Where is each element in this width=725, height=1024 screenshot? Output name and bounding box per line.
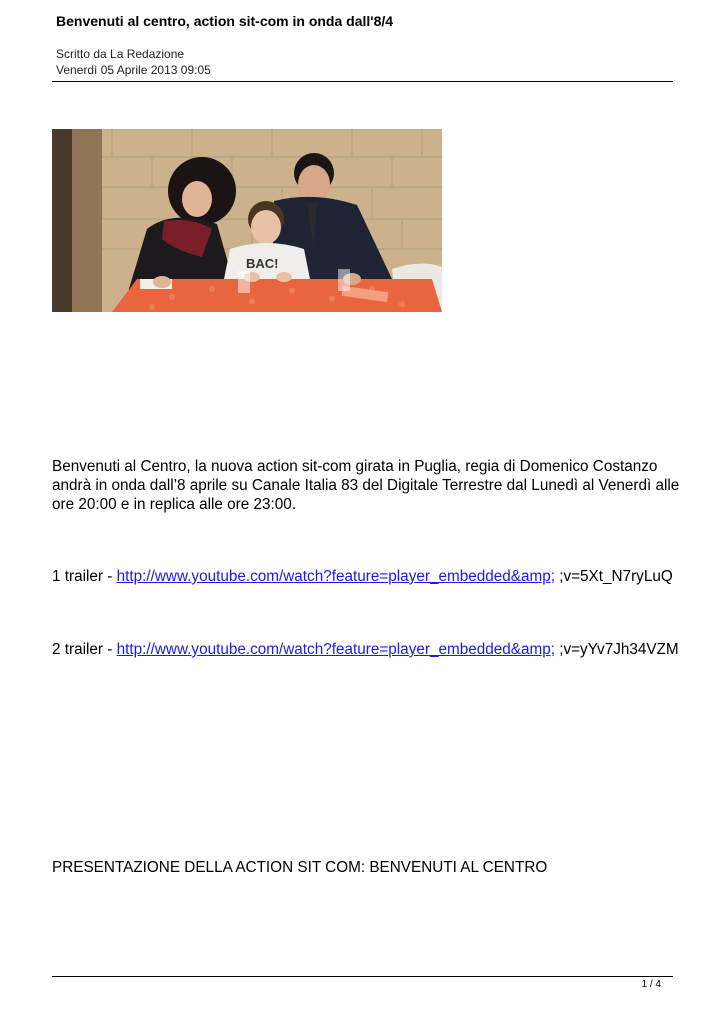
trailer-suffix: ;v=yYv7Jh34VZM: [554, 641, 679, 658]
cast-photo: [52, 129, 442, 312]
header-divider: [52, 81, 673, 82]
trailer-link-1[interactable]: http://www.youtube.com/watch?feature=player_embedded&amp;: [116, 568, 555, 585]
trailer-line-1: [52, 567, 682, 586]
page-number: 1 / 4: [641, 979, 661, 990]
trailer-suffix: ;v=5Xt_N7ryLuQ: [554, 568, 673, 585]
date-line: Venerdì 05 Aprile 2013 09:05: [56, 63, 211, 77]
trailer-label: 2 trailer -: [52, 641, 117, 658]
trailer-label: 1 trailer -: [52, 568, 117, 585]
section-heading: PRESENTAZIONE DELLA ACTION SIT COM: BENVENUTI AL CENTRO: [52, 859, 548, 876]
trailer-line-2: [52, 640, 682, 659]
page-title: Benvenuti al centro, action sit-com in onda dall'8/4: [56, 13, 394, 29]
footer-divider: [52, 976, 673, 977]
intro-paragraph: Benvenuti al Centro, la nuova action sit-com girata in Puglia, regia di Domenico Costanzo andrà in onda dall’8 aprile su Canale Italia 83 del Digitale Terrestre dal Lunedì al Venerdì alle ore 20:00 e in replica alle ore 23:00.: [52, 458, 680, 513]
trailer-link-2[interactable]: http://www.youtube.com/watch?feature=player_embedded&amp;: [116, 641, 555, 658]
author-line: Scritto da La Redazione: [56, 47, 185, 61]
svg-text:BAC!: BAC!: [246, 256, 279, 271]
